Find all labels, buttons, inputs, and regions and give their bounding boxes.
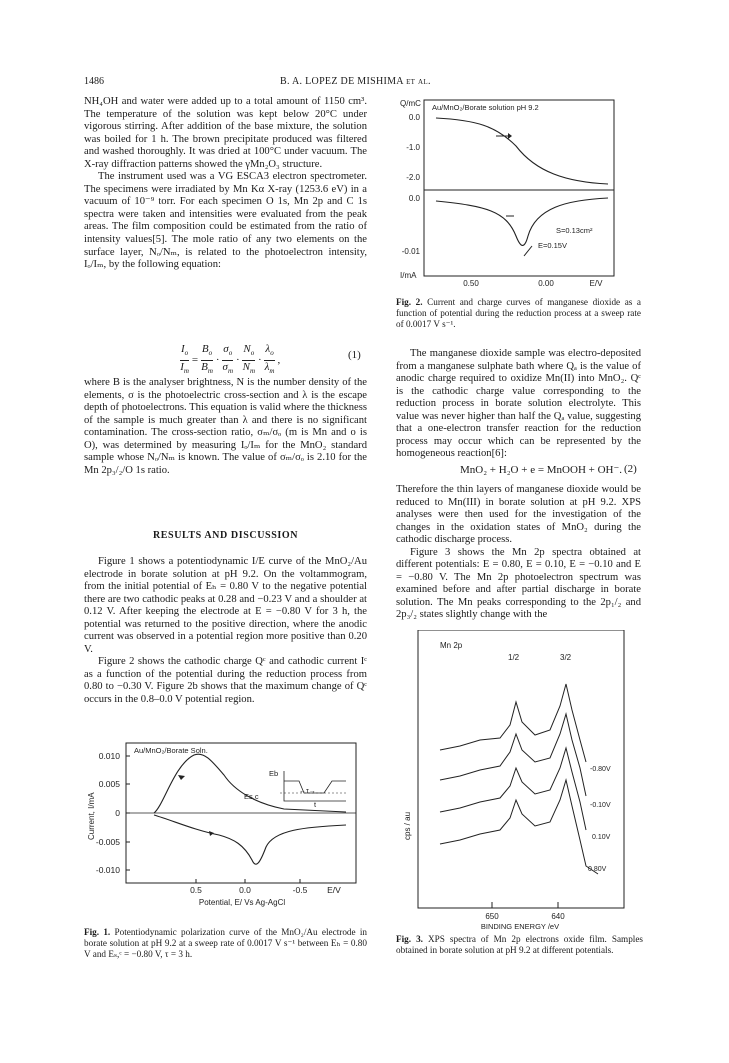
paragraph: Figure 2 shows the cathodic charge Qᶜ and cathodic current Iᶜ as a function of the potential during the reduction process from 0.80 to −0.30 V. Figure 2b shows that the maximum change of Qᶜ occurs in the 0.8–0.0 V potential region. [84,656,367,706]
fig3-ylabel: cps / au [403,811,412,840]
fig3-spectrum-label: 0.80V [588,866,607,873]
equation-2: MnO₂ + H₂O + e = MnOOH + OH⁻. [460,464,623,476]
fig1-cathodic-curve [154,815,346,864]
paragraph: Therefore the thin layers of manganese dioxide would be reduced to Mn(III) in borate solution at pH 9.2. XPS analyses were then used for the investigation of the changes in the oxidation states of MnO₂ during the cathodic discharge process. [396,484,641,546]
caption-text: Potentiodynamic polarization curve of the MnO₂/Au electrode in borate solution at pH 9.2 at a sweep rate of 0.0017 V s⁻¹ between Eₕ = 0.80 V and Eₛ,ᶜ = −0.80 V, τ = 3 h. [84,927,367,959]
page-number: 1486 [84,76,104,87]
fig1-xtick: -0.5 [292,885,308,895]
figure-2 [396,96,636,291]
equation-2-number: (2) [624,463,637,475]
fig3-caption [396,934,643,956]
fig1-inset-label: Au/MnO₂/Borate Soln. [134,746,208,755]
fig2-top-frame [424,100,614,190]
fig2-xtick: 0.00 [538,279,554,288]
caption-label: Fig. 3. [396,934,423,944]
fig3-peak1: 1/2 [508,653,520,662]
fig1-ytick: 0.010 [98,751,120,761]
fig2-xtick: 0.50 [463,279,479,288]
paragraph: The manganese dioxide sample was electro-deposited from a manganese sulphate bath where Qₐ is the value of anodic charge required to oxidize Mn(II) into MnO₂. Qᶜ is the cathodic charge value corresponding to the reduction process in borate solution electrolyte. This value was never higher than half the Qₐ value, suggesting that a one-electron transfer reaction for the reduction process may occur which can be represented by the homogeneous reaction[6]: [396,348,641,460]
fig2-current-curve [436,198,608,245]
right-column-bottom [396,484,641,622]
fig3-peak2: 3/2 [560,653,572,662]
fig2-xtick: E/V [589,279,603,288]
fig2-inset-label: Au/MnO₂/Borate solution pH 9.2 [432,103,539,112]
paragraph: Figure 1 shows a potentiodynamic I/E curve of the MnO₂/Au electrode in borate solution at pH 9.2. On the voltammogram, from the initial potential of Eₕ = 0.80 V to the negative potential there are two cathodic peaks at 0.28 and −0.23 V and a shoulder at 0.12 V. After keeping the electrode at E = −0.80 V for 3 h, the potential was returned to the positive direction, where the anodic current was observed in a potential region more positive than 0.20 V. [84,556,367,655]
left-column-mid [84,377,367,477]
fig2-e-label: E=0.15V [538,241,567,250]
fig1-ytick: -0.005 [95,837,120,847]
fig2-top-tick: -1.0 [406,143,420,152]
fig3-spectrum [440,748,586,830]
paragraph: NH₄OH and water were added up to a total amount of 1150 cm³. The temperature of the solution was kept below 20°C under vigorous stirring. After addition of the base mixture, the solution was boiled for 1 h. The brown precipitate produced was filtered and washed thoroughly. It was dried at 100°C under vacuum. The X-ray diffraction patterns showed the γMn₂O₃ structure. [84,96,367,170]
figure-3 [400,630,640,930]
fig1-inset-eb: Eb [269,769,279,778]
fig2-top-tick: 0.0 [408,113,420,122]
fig1-xtick: 0.5 [190,885,202,895]
caption-text: Current and charge curves of manganese dioxide as a function of potential during the reduction process at a sweep rate of 0.0017 V s⁻¹. [396,297,641,329]
running-head: B. A. LOPEZ DE MISHIMA et al. [280,76,431,87]
paragraph: Figure 3 shows the Mn 2p spectra obtained at different potentials: E = 0.80, E = 0.10, E = −0.10 and E = −0.80 V. The Mn 2p photoelectron spectrum was examined before and after partial discharge in borate solution. The Mn peaks corresponding to the 2p₁/₂ and 2p₃/₂ states slightly change with the [396,546,641,621]
caption-text: XPS spectra of Mn 2p electrons oxide film. Samples obtained in borate solution at pH 9.2 at different potentials. [396,934,644,955]
paragraph: The instrument used was a VG ESCA3 electron spectrometer. The specimens were irradiated by Mn Kα X-ray (1253.6 eV) in a vacuum of 10⁻⁹ torr. For each specimen O 1s, Mn 2p and C 1s spectra were taken and intensities were evaluated from the peak areas. The film composition could be estimated from the ratio of intensity values[5]. The mole ratio of any two elements on the surface layer, Nₒ/Nₘ, is related to the photoelectron intensity, Iₒ/Iₘ, by the following equation: [84,171,367,271]
fig1-ytick: 0.005 [98,779,120,789]
equation-number: (1) [348,349,361,361]
fig1-inset-esc: Es,c [244,792,259,801]
fig1-inset-diagram [284,771,346,801]
fig1-xtick: 0.0 [239,885,251,895]
caption-label: Fig. 1. [84,927,111,937]
fig1-inset-t: t [314,800,317,809]
fig2-s-label: S=0.13cm² [556,226,593,235]
fig3-title: Mn 2p [440,641,463,650]
fig2-charge-curve [436,118,608,184]
fig2-bottom-tick: 0.0 [408,194,420,203]
caption-label: Fig. 2. [396,297,423,307]
fig3-xlabel: BINDING ENERGY /eV [480,922,560,930]
fig2-bottom-label: I/mA [400,271,417,280]
paragraph: where B is the analyser brightness, N is the number density of the elements, σ is the photoelectric cross-section and λ is the escape depth of photoelectrons. This equation is valid where the thickness of the sample is much greater than λ and there is no significant contamination. The cross-section ratio, σₘ/σₒ (m is Mn and o is O), was determined by measuring Iₒ/Iₘ for the MnO₂ standard sample whose Nₒ/Nₘ is known. The value of σₘ/σₒ is 2.10 for the Mn 2p₃/₂/O 1s ratio. [84,377,367,476]
section-heading: RESULTS AND DISCUSSION [152,530,299,541]
fig3-xtick: 650 [485,912,499,921]
fig1-caption [84,927,367,960]
equation-1: $\frac{I_o}{I_m}$ = $\frac{B_o}{B_m}$ · $\frac{\sigma_o}{\sigma_m}$ · $\frac{N_o}{N_m}$ · $\frac{\lambda_o}{\lambda_m}$ , [180,343,281,376]
fig3-xtick: 640 [551,912,565,921]
fig3-spectrum-label: 0.10V [592,834,611,841]
fig1-anodic-curve [154,754,346,813]
fig3-spectrum-label: -0.80V [590,766,611,773]
fig3-spectrum [440,684,586,762]
fig3-spectrum-label: -0.10V [590,802,611,809]
right-column-top [396,348,641,461]
fig2-bottom-tick: -0.01 [401,247,420,256]
fig1-ytick: -0.010 [95,865,120,875]
fig1-inset-tau: ←τ→ [299,788,316,795]
fig1-xtick: E/V [327,885,341,895]
fig1-ylabel: Current, I/mA [87,792,96,840]
figure-1 [84,735,374,925]
fig1-xlabel: Potential, E/ Vs Ag-AgCl [198,898,286,907]
fig2-top-tick: -2.0 [406,173,420,182]
fig2-top-label: Q/mC [400,99,421,108]
fig2-caption [396,297,641,330]
left-column-bottom [84,556,367,707]
fig3-spectrum [440,780,598,874]
fig1-ytick: 0 [115,808,120,818]
left-column-top [84,96,367,272]
